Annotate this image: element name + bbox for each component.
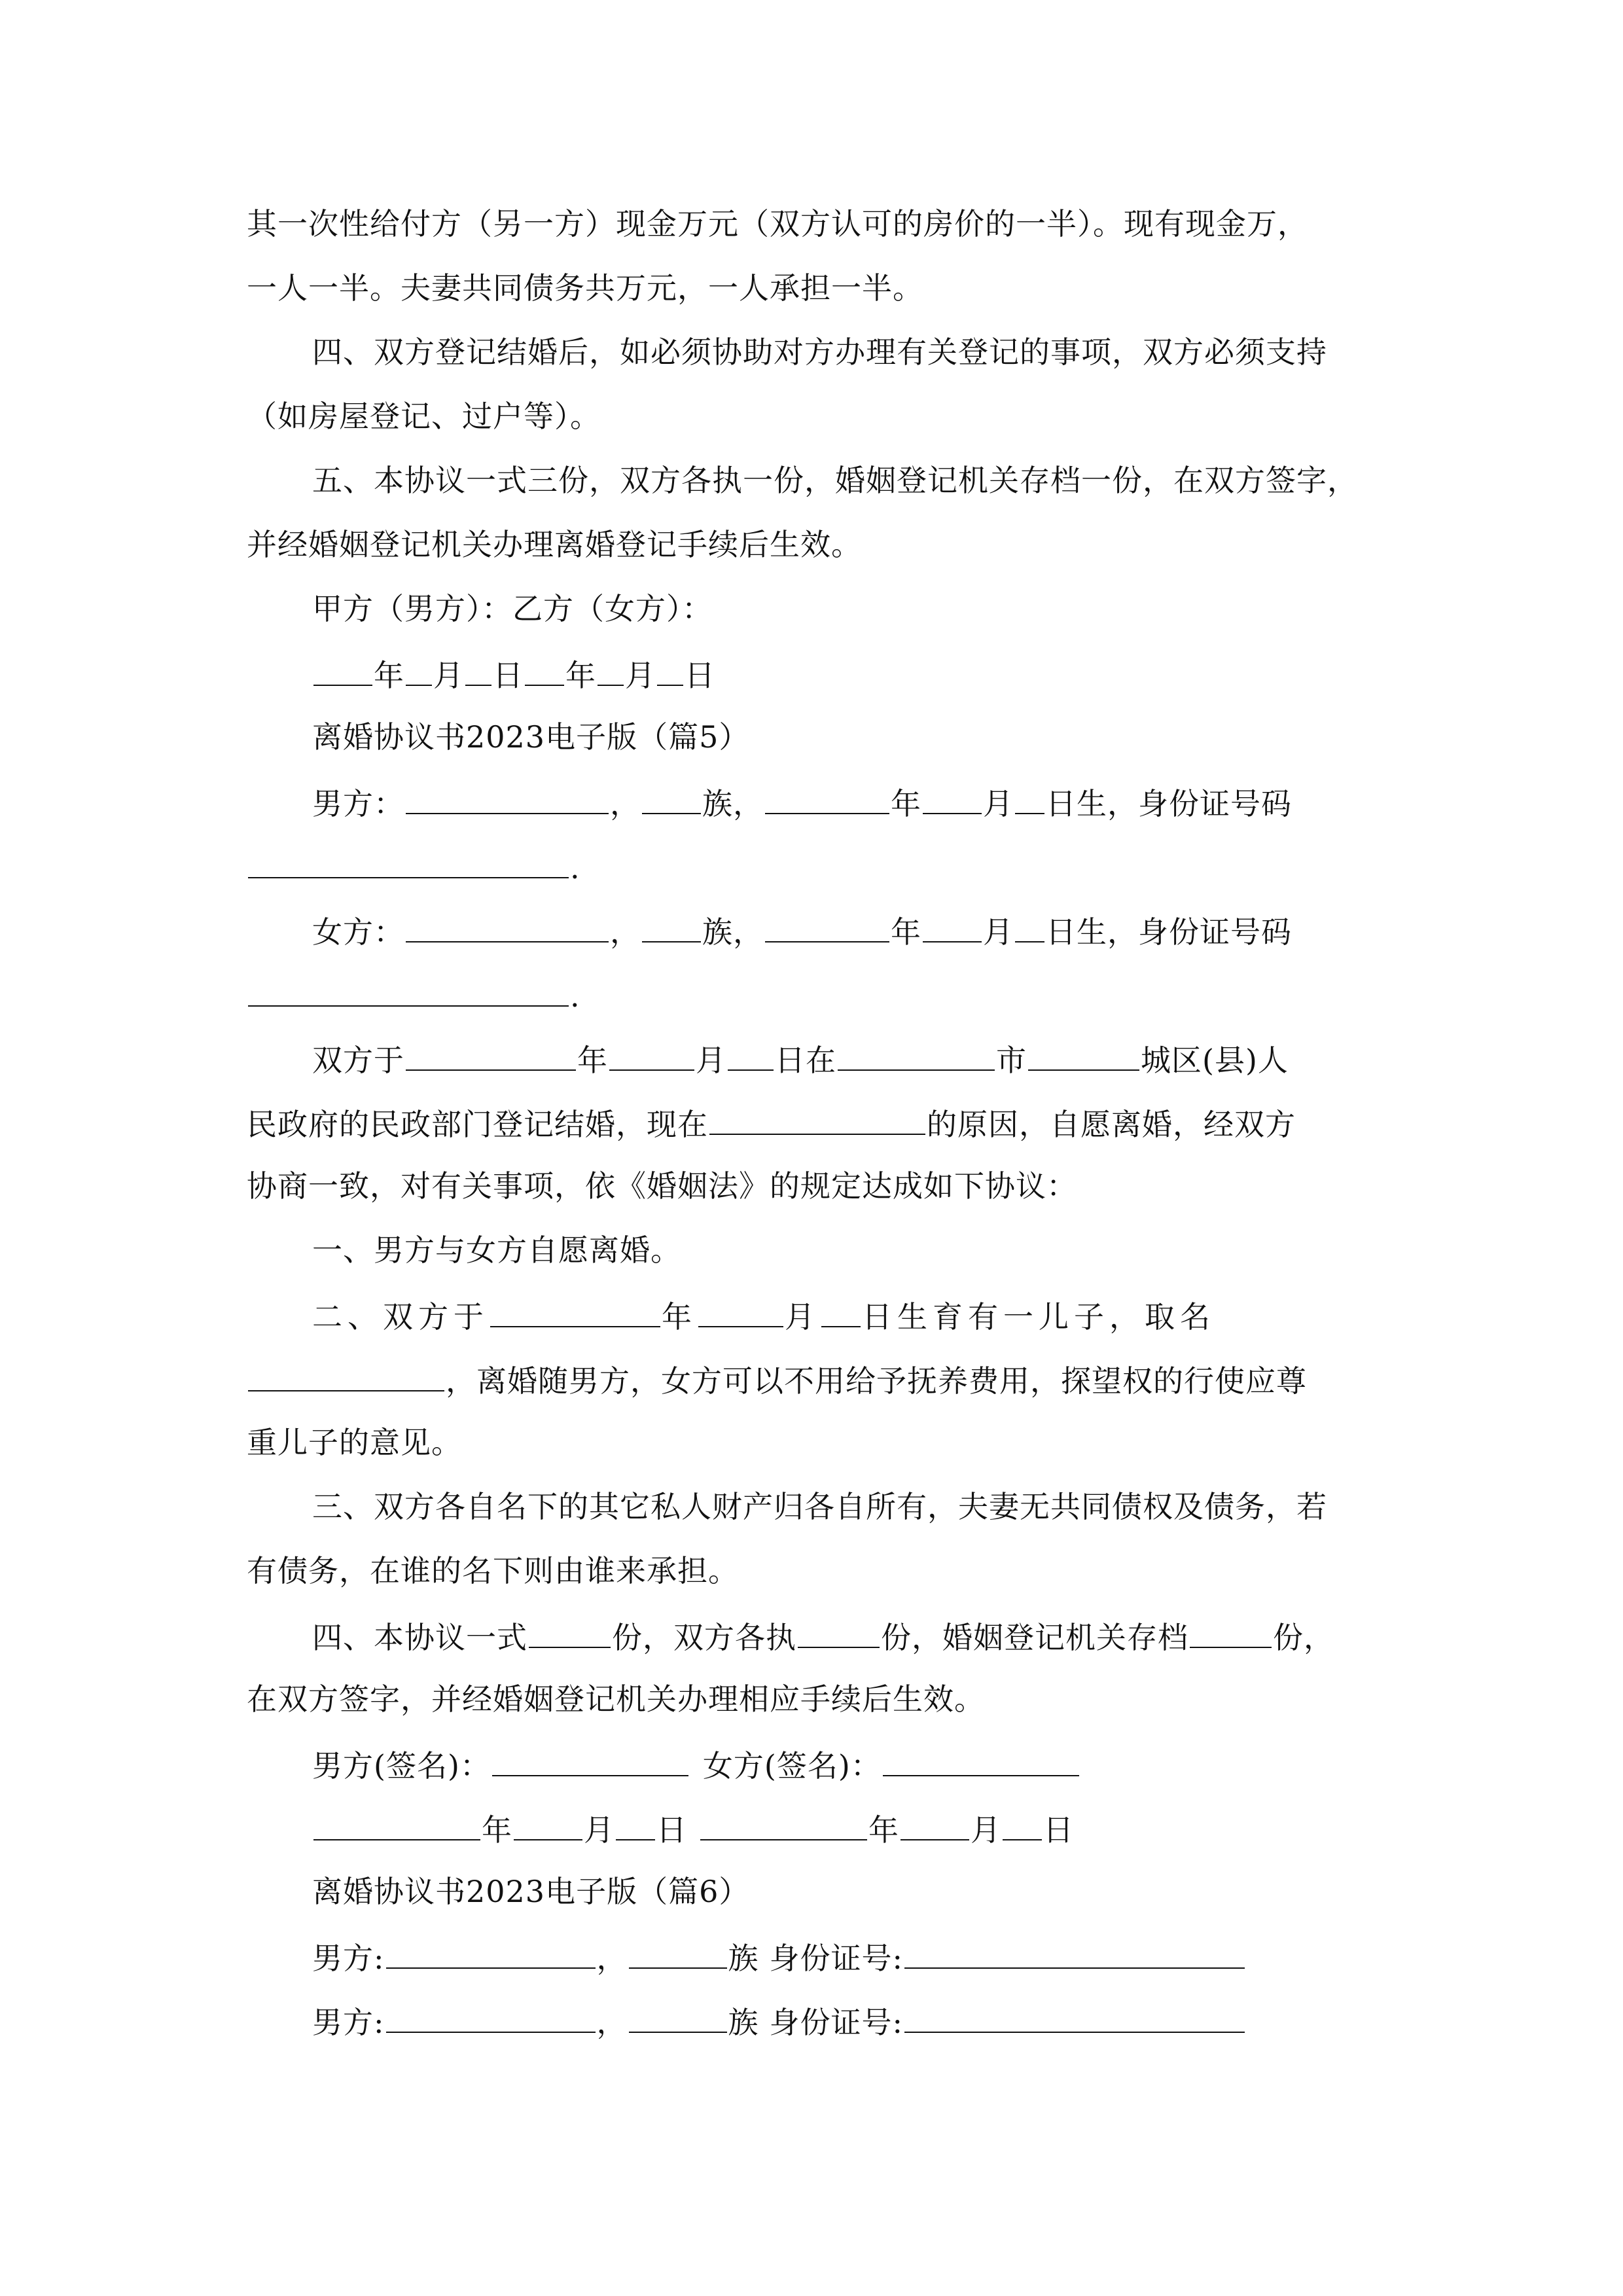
marriage-line-2 bbox=[247, 1102, 1296, 1144]
month-field[interactable] bbox=[698, 1295, 783, 1327]
date-line bbox=[312, 653, 715, 695]
month-field[interactable] bbox=[609, 1038, 694, 1071]
year-label: 年 bbox=[891, 786, 921, 821]
month-label: 月 bbox=[983, 914, 1014, 950]
blank-field[interactable] bbox=[313, 653, 372, 686]
female-info-row bbox=[312, 910, 1292, 952]
day-label: 日 bbox=[685, 658, 715, 693]
birth-id-label: 日生，身份证号码 bbox=[1046, 786, 1292, 821]
ethnic-field[interactable] bbox=[642, 781, 701, 814]
text: 份，双方各执 bbox=[612, 1620, 796, 1655]
paragraph-line: 一人一半。夫妻共同债务共万元，一人承担一半。 bbox=[247, 270, 923, 306]
male-info-row bbox=[312, 781, 1292, 823]
female-label: 女方： bbox=[312, 914, 404, 950]
male-label: 男方: bbox=[312, 1941, 385, 1976]
period: . bbox=[570, 978, 580, 1014]
text: 民政府的民政部门登记结婚，现在 bbox=[247, 1107, 708, 1142]
text: 份，婚姻登记机关存档 bbox=[881, 1620, 1188, 1655]
reason-field[interactable] bbox=[709, 1102, 925, 1135]
month-label: 月 bbox=[971, 1812, 1001, 1848]
marriage-line-3: 协商一致，对有关事项，依《婚姻法》的规定达成如下协议： bbox=[247, 1168, 1077, 1204]
year-field[interactable] bbox=[765, 781, 889, 814]
blank-field[interactable] bbox=[597, 653, 624, 686]
male-id-row bbox=[247, 846, 580, 888]
clause-two-line-1 bbox=[312, 1295, 1215, 1336]
clause-two-line-2 bbox=[247, 1359, 1307, 1401]
day-label: 日 bbox=[1043, 1812, 1074, 1848]
clause-four-line-2: 在双方签字，并经婚姻登记机关办理相应手续后生效。 bbox=[247, 1681, 985, 1717]
year-label: 年 bbox=[374, 658, 404, 693]
ethnic-label: 族， bbox=[702, 914, 764, 950]
name-field[interactable] bbox=[386, 2000, 596, 2033]
male-label: 男方: bbox=[312, 2005, 385, 2040]
day-field[interactable] bbox=[1015, 781, 1044, 814]
year-field[interactable] bbox=[700, 1808, 867, 1840]
day-label: 日 bbox=[493, 658, 524, 693]
year-field[interactable] bbox=[490, 1295, 660, 1327]
birth-id-label: 日生，身份证号码 bbox=[1046, 914, 1292, 950]
id-label: 身份证号: bbox=[769, 1941, 903, 1976]
year-label: 年 bbox=[482, 1812, 512, 1848]
year-field[interactable] bbox=[765, 910, 889, 942]
text: 双方于 bbox=[312, 1043, 404, 1078]
text: 四、本协议一式 bbox=[312, 1620, 527, 1655]
clause-three-line-1: 三、双方各自名下的其它私人财产归各自所有，夫妻无共同债权及债务，若 bbox=[312, 1489, 1327, 1524]
ethnic-field[interactable] bbox=[629, 1936, 727, 1969]
clause-four-line-1 bbox=[312, 1615, 1334, 1657]
text: 的原因，自愿离婚，经双方 bbox=[927, 1107, 1296, 1142]
ethnic-field[interactable] bbox=[642, 910, 701, 942]
clause-five-line: 五、本协议一式三份，双方各执一份，婚姻登记机关存档一份，在双方签字， bbox=[312, 463, 1358, 498]
female-signature-field[interactable] bbox=[883, 1744, 1079, 1776]
year-label: 年 bbox=[565, 658, 596, 693]
ethnic-label: 族 bbox=[728, 2005, 759, 2040]
year-field[interactable] bbox=[406, 1038, 576, 1071]
section6-row bbox=[312, 2000, 1246, 2042]
paragraph-line: （如房屋登记、过户等）。 bbox=[247, 399, 601, 434]
clause-four-line: 四、双方登记结婚后，如必须协助对方办理有关登记的事项，双方必须支持 bbox=[312, 334, 1327, 370]
day-label: 日在 bbox=[775, 1043, 836, 1078]
day-field[interactable] bbox=[1003, 1808, 1042, 1840]
id-number-field[interactable] bbox=[248, 974, 569, 1007]
clause-three-line-2: 有债务，在谁的名下则由谁来承担。 bbox=[247, 1553, 739, 1588]
child-name-field[interactable] bbox=[248, 1359, 444, 1391]
clause-two-line-3: 重儿子的意见。 bbox=[247, 1425, 462, 1460]
day-field[interactable] bbox=[728, 1038, 774, 1071]
month-field[interactable] bbox=[514, 1808, 582, 1840]
female-signature-label: 女方(签名)： bbox=[702, 1748, 882, 1784]
party-labels: 甲方（男方）：乙方（女方）： bbox=[312, 591, 713, 626]
text: ，离婚随男方，女方可以不用给予抚养费用，探望权的行使应尊 bbox=[446, 1363, 1307, 1399]
year-label: 年 bbox=[662, 1299, 697, 1335]
month-field[interactable] bbox=[901, 1808, 969, 1840]
blank-field[interactable] bbox=[657, 653, 683, 686]
year-label: 年 bbox=[891, 914, 921, 950]
section-title: 离婚协议书2023电子版（篇6） bbox=[312, 1874, 750, 1909]
paragraph-line: 并经婚姻登记机关办理离婚登记手续后生效。 bbox=[247, 527, 862, 562]
ethnic-label: 族， bbox=[702, 786, 764, 821]
comma: ， bbox=[610, 786, 641, 821]
month-label: 月 bbox=[785, 1299, 820, 1335]
copies-each-field[interactable] bbox=[798, 1615, 880, 1648]
day-field[interactable] bbox=[821, 1295, 861, 1327]
name-field[interactable] bbox=[386, 1936, 596, 1969]
name-field[interactable] bbox=[406, 781, 609, 814]
month-field[interactable] bbox=[923, 910, 982, 942]
copies-field[interactable] bbox=[529, 1615, 611, 1648]
period: . bbox=[570, 850, 580, 886]
male-signature-field[interactable] bbox=[492, 1744, 688, 1776]
month-label: 月 bbox=[433, 658, 464, 693]
signature-date-row bbox=[312, 1808, 1074, 1850]
section6-row bbox=[312, 1936, 1246, 1978]
text: 日生育有一儿子，取名 bbox=[862, 1299, 1215, 1335]
section-title: 离婚协议书2023电子版（篇5） bbox=[312, 719, 750, 755]
year-label: 年 bbox=[577, 1043, 608, 1078]
paragraph-line: 其一次性给付方（另一方）现金万元（双方认可的房价的一半）。现有现金万， bbox=[247, 206, 1308, 242]
day-label: 日 bbox=[656, 1812, 687, 1848]
comma: ， bbox=[596, 2005, 628, 2040]
year-field[interactable] bbox=[313, 1808, 480, 1840]
month-label: 月 bbox=[696, 1043, 726, 1078]
city-label: 市 bbox=[996, 1043, 1027, 1078]
marriage-line-1 bbox=[312, 1038, 1289, 1080]
id-number-field[interactable] bbox=[904, 1936, 1245, 1969]
district-field[interactable] bbox=[1028, 1038, 1139, 1071]
comma: ， bbox=[596, 1941, 628, 1976]
id-number-field[interactable] bbox=[248, 846, 569, 878]
male-label: 男方： bbox=[312, 786, 404, 821]
district-label: 城区(县)人 bbox=[1141, 1043, 1289, 1078]
blank-field[interactable] bbox=[406, 653, 432, 686]
day-field[interactable] bbox=[616, 1808, 655, 1840]
comma: ， bbox=[610, 914, 641, 950]
year-label: 年 bbox=[868, 1812, 899, 1848]
male-signature-label: 男方(签名)： bbox=[312, 1748, 491, 1784]
day-field[interactable] bbox=[1015, 910, 1044, 942]
month-label: 月 bbox=[983, 786, 1014, 821]
archive-copies-field[interactable] bbox=[1190, 1615, 1272, 1648]
text: 二、双方于 bbox=[312, 1299, 489, 1335]
month-label: 月 bbox=[584, 1812, 615, 1848]
signature-row bbox=[312, 1744, 1080, 1785]
id-label: 身份证号: bbox=[769, 2005, 903, 2040]
clause-one: 一、男方与女方自愿离婚。 bbox=[312, 1232, 681, 1268]
text: 份， bbox=[1273, 1620, 1334, 1655]
id-number-field[interactable] bbox=[904, 2000, 1245, 2033]
month-label: 月 bbox=[625, 658, 656, 693]
name-field[interactable] bbox=[406, 910, 609, 942]
female-id-row bbox=[247, 974, 580, 1016]
ethnic-field[interactable] bbox=[629, 2000, 727, 2033]
blank-field[interactable] bbox=[465, 653, 491, 686]
blank-field[interactable] bbox=[525, 653, 564, 686]
ethnic-label: 族 bbox=[728, 1941, 759, 1976]
month-field[interactable] bbox=[923, 781, 982, 814]
city-field[interactable] bbox=[838, 1038, 995, 1071]
